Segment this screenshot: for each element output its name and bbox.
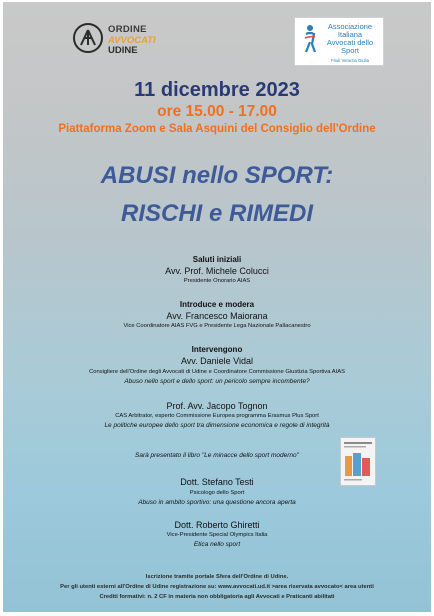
event-date: 11 dicembre 2023 [134,79,300,101]
footer-credits: Crediti formativi: n. 2 CF in materia non obbligatoria agli Avvocati e Praticanti abilitati [99,594,335,600]
speaker-2-role: CAS Arbitrator, esperto Commissione Europea programma Erasmus Plus Sport [115,413,319,419]
greetings-heading: Saluti iniziali [192,255,242,264]
ordine-avvocati-wordmark [108,25,156,57]
aias-region: Friuli Venezia Giulia [331,58,369,63]
speakers-heading: Intervengono [191,345,243,354]
event-title-line-1: ABUSI nello SPORT: [100,162,334,189]
speaker-4-role: Vice-Presidente Special Olympics Italia [166,532,268,538]
speaker-1-role: Consigliere dell'Ordine degli Avvocati di Udine e Coordinatore Commissione Giustizia Sportiva AIAS [89,369,345,375]
ordine-avvocati-emblem-icon [73,23,103,53]
aias-line-3: Avvocati dello Sport [326,38,374,55]
book-note: Sarà presentato il libro "Le minacce dello sport moderno" [135,452,299,459]
speaker-1-name: Avv. Daniele Vidal [180,356,254,366]
logo-line-2: AVVOCATI [108,34,156,46]
footer-registration: Iscrizione tramite portale Sfera dell'Ordine di Udine. [145,574,289,580]
event-venue: Piattaforma Zoom e Sala Asquini del Consiglio dell'Ordine [58,123,376,135]
speaker-2-name: Prof. Avv. Jacopo Tognon [166,401,268,411]
aias-logo [294,17,384,66]
event-poster [3,2,431,612]
aias-figure-mark-icon [303,24,317,54]
speaker-1-topic: Abuso nello sport e dello sport: un pericolo sempre incombente? [124,378,310,385]
ordine-avvocati-logo [73,23,173,59]
aias-wordmark [317,23,383,55]
aias-line-2: Italiana [337,30,363,39]
footer-external-users: Per gli utenti esterni all'Ordine di Udine registrazione su: www.avvocati.ud.it >area riservata avvocato< area utenti [60,584,374,590]
greetings-name: Avv. Prof. Michele Colucci [165,266,269,276]
greetings-role: Presidente Onorario AIAS [183,278,251,284]
event-time: ore 15.00 - 17.00 [157,103,277,120]
speaker-4-name: Dott. Roberto Ghiretti [174,520,260,530]
intro-role: Vice Coordinatore AIAS FVG e Presidente Lega Nazionale Pallacanestro [123,323,311,329]
speaker-4-topic: Etica nello sport [193,541,241,548]
logo-line-1: ORDINE [108,24,147,35]
logo-line-3: UDINE [108,45,138,56]
speaker-3-topic: Abuso in ambito sportivo: una questione ancora aperta [138,499,296,506]
speaker-3-name: Dott. Stefano Testi [180,477,254,487]
intro-heading: Introduce e modera [179,300,255,309]
event-title-line-2: RISCHI e RIMEDI [120,200,314,227]
speaker-2-topic: Le politiche europee dello sport tra dimensione economica e regole di integrità [104,422,330,429]
speaker-3-role: Psicologo dello Sport [189,490,245,496]
aias-line-1: Associazione [327,22,373,31]
intro-name: Avv. Francesco Maiorana [166,311,268,321]
